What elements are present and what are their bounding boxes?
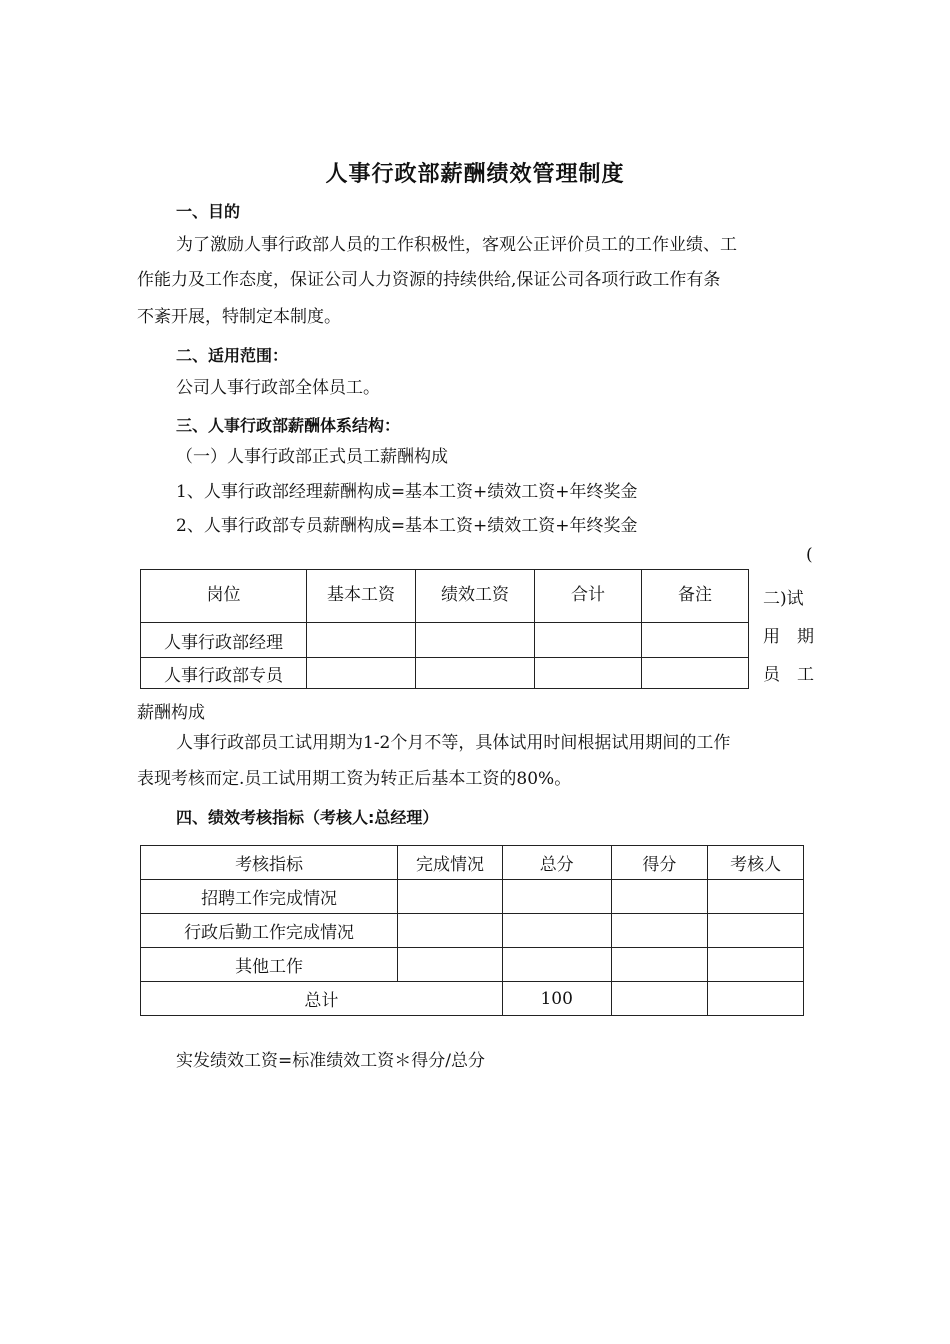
kpi-header-assessor: 考核人 (708, 846, 804, 880)
section-heading-salary-structure: 三、人事行政部薪酬体系结构： (176, 416, 401, 435)
salary-cell-remark (642, 658, 749, 689)
kpi-header-score: 得分 (611, 846, 708, 880)
salary-table (140, 569, 749, 689)
kpi-total-row (141, 982, 804, 1016)
salary-cell-total (535, 658, 642, 689)
salary-header-performance: 绩效工资 (416, 570, 535, 623)
purpose-line-2: 作能力及工作态度，保证公司人力资源的持续供给,保证公司各项行政工作有条 (137, 270, 721, 290)
subsection-probation-line-1: ( (806, 545, 813, 565)
salary-table-header-row (141, 570, 749, 623)
kpi-cell-indicator: 其他工作 (141, 948, 398, 982)
kpi-cell-assessor (708, 880, 804, 914)
kpi-header-completion: 完成情况 (398, 846, 503, 880)
document-title: 人事行政部薪酬绩效管理制度 (325, 161, 625, 187)
section-heading-purpose: 一、目的 (176, 202, 241, 221)
kpi-cell-indicator: 行政后勤工作完成情况 (141, 914, 398, 948)
kpi-total-assessor-cell (708, 982, 804, 1016)
probation-line-1: 人事行政部员工试用期为1-2个月不等，具体试用时间根据试用期间的工作 (176, 733, 731, 753)
scope-text: 公司人事行政部全体员工。 (176, 378, 380, 398)
kpi-total-score-cell (611, 982, 708, 1016)
kpi-total-score: 100 (502, 982, 611, 1016)
kpi-cell-completion (398, 880, 503, 914)
kpi-cell-assessor (708, 948, 804, 982)
salary-header-total: 合计 (535, 570, 642, 623)
purpose-line-1: 为了激励人事行政部人员的工作积极性，客观公正评价员工的工作业绩、工 (176, 235, 737, 255)
subsection-probation-line-4: 员 工 (763, 665, 814, 685)
kpi-cell-assessor (708, 914, 804, 948)
kpi-cell-indicator: 招聘工作完成情况 (141, 880, 398, 914)
section-heading-scope: 二、适用范围： (176, 346, 289, 365)
kpi-cell-completion (398, 914, 503, 948)
table-row (141, 948, 804, 982)
kpi-cell-score (611, 914, 708, 948)
table-row (141, 914, 804, 948)
salary-cell-performance (416, 658, 535, 689)
table-row (141, 658, 749, 689)
table-row (141, 880, 804, 914)
salary-cell-remark (642, 623, 749, 658)
section-heading-kpi: 四、绩效考核指标（考核人:总经理） (176, 808, 439, 827)
kpi-cell-total-score (502, 880, 611, 914)
kpi-cell-score (611, 880, 708, 914)
table-row (141, 623, 749, 658)
kpi-table (140, 845, 804, 1016)
purpose-line-3: 不紊开展，特制定本制度。 (137, 307, 341, 327)
salary-item-manager: 1、人事行政部经理薪酬构成=基本工资+绩效工资+年终奖金 (176, 482, 638, 502)
kpi-cell-completion (398, 948, 503, 982)
salary-cell-base (307, 658, 416, 689)
kpi-cell-score (611, 948, 708, 982)
salary-cell-performance (416, 623, 535, 658)
probation-line-2: 表现考核而定.员工试用期工资为转正后基本工资的80%。 (137, 769, 572, 789)
salary-cell-total (535, 623, 642, 658)
subsection-probation-line-5: 薪酬构成 (137, 703, 205, 723)
salary-item-specialist: 2、人事行政部专员薪酬构成=基本工资+绩效工资+年终奖金 (176, 516, 638, 536)
salary-header-remark: 备注 (642, 570, 749, 623)
salary-header-base: 基本工资 (307, 570, 416, 623)
salary-cell-position: 人事行政部经理 (141, 623, 307, 658)
subsection-probation-line-2: 二)试 (763, 589, 804, 609)
subsection-regular-staff: （一）人事行政部正式员工薪酬构成 (176, 447, 448, 467)
kpi-cell-total-score (502, 948, 611, 982)
formula-text: 实发绩效工资=标准绩效工资＊得分/总分 (176, 1051, 485, 1071)
kpi-total-label: 总计 (141, 982, 503, 1016)
kpi-header-indicator: 考核指标 (141, 846, 398, 880)
subsection-probation-line-3: 用 期 (763, 627, 814, 647)
salary-cell-base (307, 623, 416, 658)
kpi-table-header-row (141, 846, 804, 880)
salary-header-position: 岗位 (141, 570, 307, 623)
kpi-cell-total-score (502, 914, 611, 948)
salary-cell-position: 人事行政部专员 (141, 658, 307, 689)
kpi-header-total-score: 总分 (502, 846, 611, 880)
